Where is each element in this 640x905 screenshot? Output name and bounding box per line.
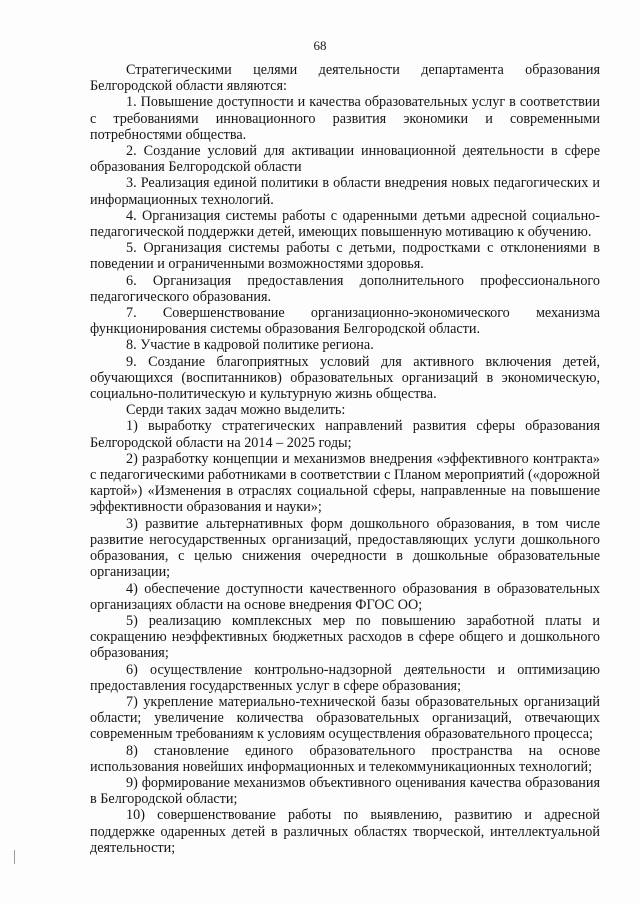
paragraph: 4. Организация системы работы с одаренными детьми адресной социально-педагогической поддержки детей, имеющих повышенную мотивацию к обучению. bbox=[90, 207, 600, 241]
paragraph: 9) формирование механизмов объективного оценивания качества образования в Белгородской области; bbox=[90, 774, 600, 808]
document-body bbox=[90, 62, 600, 856]
paragraph: 5. Организация системы работы с детьми, подростками с отклонениями в поведении и ограниченными возможностями здоровья. bbox=[90, 240, 600, 273]
paragraph: 6) осуществление контрольно-надзорной деятельности и оптимизацию предоставления государственных услуг в сфере образования; bbox=[90, 661, 600, 694]
paragraph: 8) становление единого образовательного пространства на основе использования новейших информационных и телекоммуникационных технологий; bbox=[90, 742, 600, 775]
paragraph: 1) выработку стратегических направлений развития сферы образования Белгородской области на 2014 – 2025 годы; bbox=[90, 418, 600, 451]
paragraph: 4) обеспечение доступности качественного образования в образовательных организациях области на основе внедрения ФГОС ОО; bbox=[90, 580, 600, 613]
paragraph: Серди таких задач можно выделить: bbox=[126, 402, 346, 419]
scan-artifact bbox=[14, 850, 15, 864]
paragraph: 1. Повышение доступности и качества образовательных услуг в соответствии с требованиями инновационного развития экономики и современными потребностями общества. bbox=[90, 94, 600, 143]
paragraph: 7. Совершенствование организационно-экономического механизма функционирования системы образования Белгородской области. bbox=[90, 305, 600, 338]
paragraph: 2) разработку концепции и механизмов внедрения «эффективного контракта» с педагогическими работниками в соответствии с Планом мероприятий («дорожной картой») «Изменения в отраслях социальной сферы, направленные на повышение эффективности образования и науки»; bbox=[90, 450, 600, 516]
paragraph: 3) развитие альтернативных форм дошкольного образования, в том числе развитие негосударственных организаций, предоставляющих услуги дошкольного образования, с целью снижения очередности в дошкольные образовательные организации; bbox=[90, 515, 600, 581]
paragraph: 10) совершенствование работы по выявлению, развитию и адресной поддержке одаренных детей в различных областях творческой, интеллектуальной деятельности; bbox=[90, 807, 600, 856]
paragraph: 8. Участие в кадровой политике региона. bbox=[126, 337, 374, 354]
paragraph: 2. Создание условий для активации инновационной деятельности в сфере образования Белгородской области bbox=[90, 143, 600, 176]
page-number: 68 bbox=[313, 38, 327, 53]
paragraph: 6. Организация предоставления дополнительного профессионального педагогического образования. bbox=[90, 272, 600, 305]
paragraph: 7) укрепление материально-технической базы образовательных организаций области; увеличение количества образовательных организаций, отвечающих современным требованиям к условиям осуществления образовательного процесса; bbox=[90, 693, 600, 743]
paragraph: 5) реализацию комплексных мер по повышению заработной платы и сокращению неэффективных бюджетных расходов в сфере общего и дошкольного образования; bbox=[90, 612, 600, 662]
paragraph: 9. Создание благоприятных условий для активного включения детей, обучающихся (воспитанников) образовательных организаций в экономическую, социально-политическую и культурную жизнь общества. bbox=[90, 353, 600, 403]
paragraph: 3. Реализация единой политики в области внедрения новых педагогических и информационных технологий. bbox=[90, 175, 600, 208]
paragraph: Стратегическими целями деятельности департамента образования Белгородской области являются: bbox=[90, 62, 600, 95]
